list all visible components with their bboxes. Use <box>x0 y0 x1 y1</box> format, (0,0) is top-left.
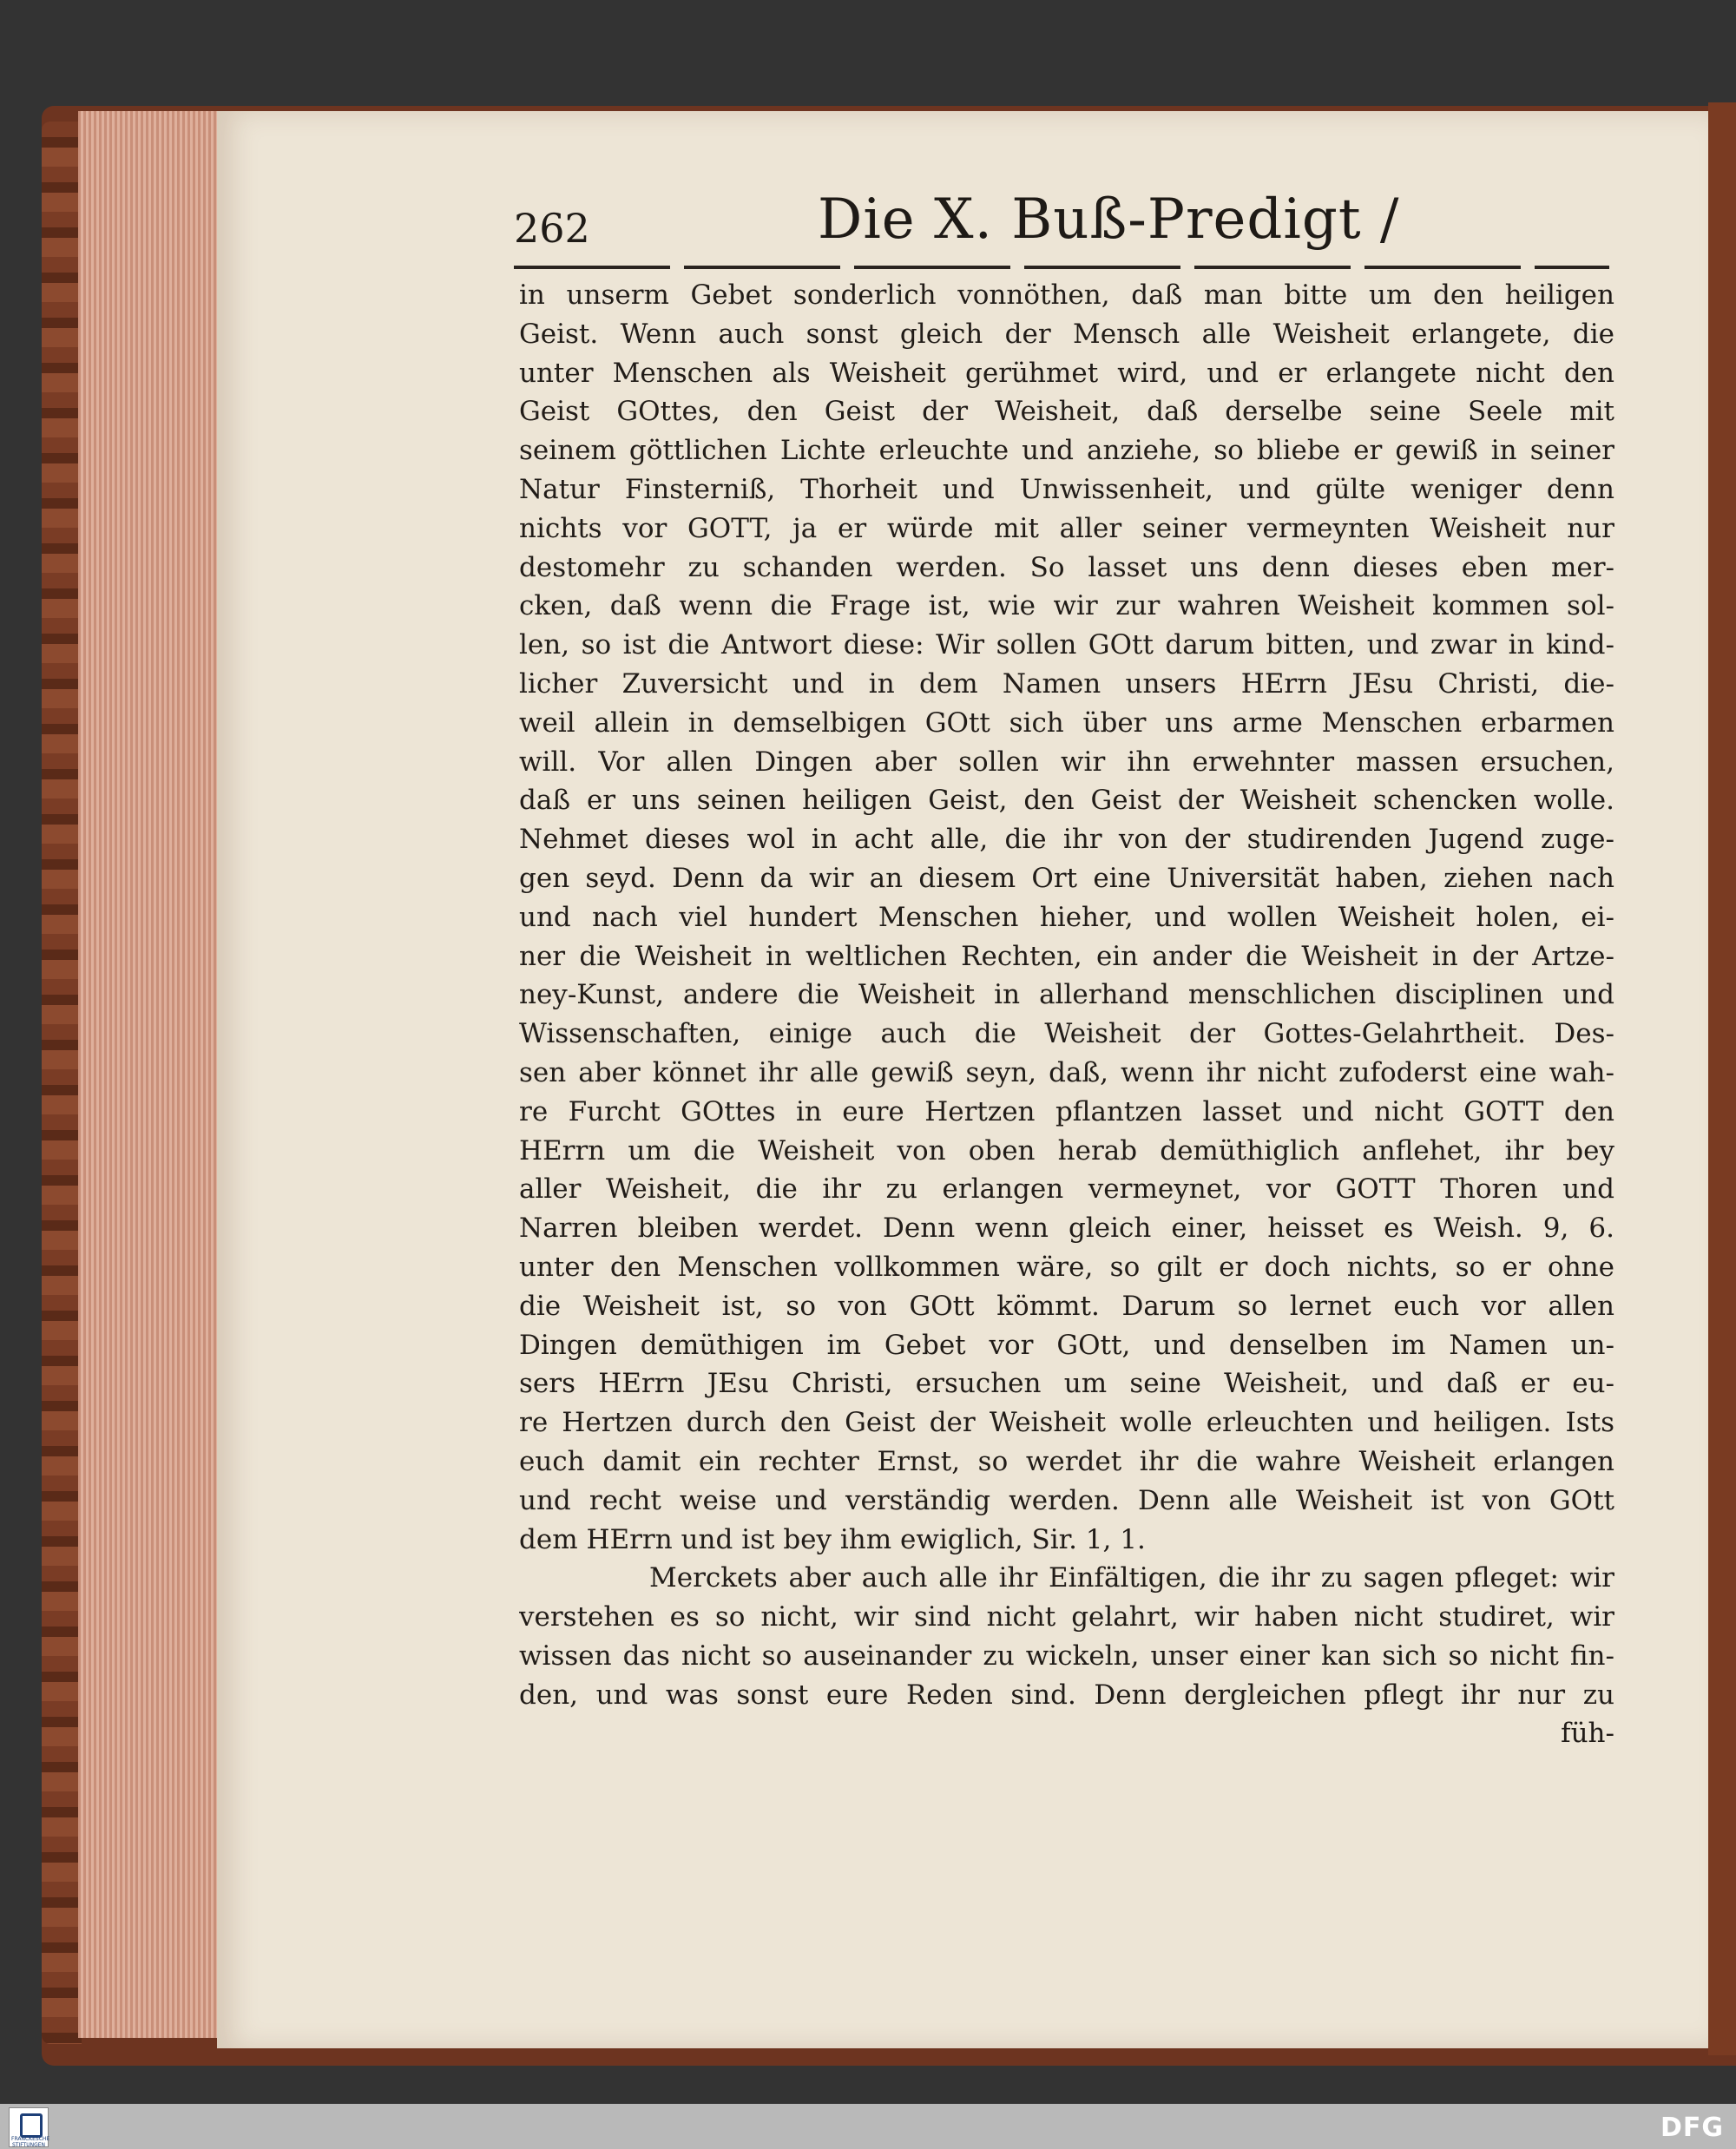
text-line: weil allein in demselbigen GOtt sich über uns arme Menschen erbarmen <box>519 706 1614 739</box>
text-line: re Hertzen durch den Geist der Weisheit wolle erleuchten und heiligen. Ists <box>519 1407 1614 1439</box>
text-line: Dingen demüthigen im Gebet vor GOtt, und denselben im Namen un- <box>519 1329 1614 1361</box>
logo-emblem-icon <box>20 2113 43 2138</box>
catchword: füh- <box>1561 1718 1614 1750</box>
text-line: Merckets aber auch alle ihr Einfältigen, die ihr zu sagen pfleget: wir <box>649 1562 1614 1594</box>
text-line: nichts vor GOTT, ja er würde mit aller seiner vermeynten Weisheit nur <box>519 512 1614 544</box>
page-edges <box>78 111 226 2038</box>
text-line: wissen das nicht so auseinander zu wickeln, unser einer kan sich so nicht fin- <box>519 1640 1614 1672</box>
running-head <box>514 182 1608 260</box>
book-spine-edge <box>42 122 82 2044</box>
text-line: sen aber könnet ihr alle gewiß seyn, daß, wenn ihr nicht zufoderst eine wah- <box>519 1056 1614 1088</box>
text-line: in unserm Gebet sonderlich vonnöthen, daß man bitte um den heiligen <box>519 279 1614 311</box>
text-line: euch damit ein rechter Ernst, so werdet ihr die wahre Weisheit erlangen <box>519 1445 1614 1477</box>
page-header-title: Die X. Buß-Predigt / <box>818 187 1400 252</box>
text-line: will. Vor allen Dingen aber sollen wir ihn erwehnter massen ersuchen, <box>519 746 1614 778</box>
text-line: Geist. Wenn auch sonst gleich der Mensch alle Weisheit erlangete, die <box>519 318 1614 350</box>
text-line: Nehmet dieses wol in acht alle, die ihr von der studirenden Jugend zuge- <box>519 824 1614 856</box>
text-line: Natur Finsterniß, Thorheit und Unwissenheit, und gülte weniger denn <box>519 473 1614 505</box>
text-line: destomehr zu schanden werden. So lasset uns denn dieses eben mer- <box>519 551 1614 583</box>
text-line: licher Zuversicht und in dem Namen unsers HErrn JEsu Christi, die- <box>519 667 1614 700</box>
text-line: Geist GOttes, den Geist der Weisheit, daß derselbe seine Seele mit <box>519 396 1614 428</box>
text-line: unter Menschen als Weisheit gerühmet wird, und er erlangete nicht den <box>519 357 1614 389</box>
dfg-logo[interactable]: DFG <box>1660 2113 1724 2143</box>
text-line: und recht weise und verständig werden. Denn alle Weisheit ist von GOtt <box>519 1484 1614 1516</box>
text-line: len, so ist die Antwort diese: Wir sollen GOtt darum bitten, und zwar in kind- <box>519 629 1614 661</box>
text-line: Narren bleiben werdet. Denn wenn gleich einer, heisset es Weish. 9, 6. <box>519 1213 1614 1245</box>
text-line: seinem göttlichen Lichte erleuchte und anziehe, so bliebe er gewiß in seiner <box>519 435 1614 467</box>
text-line: aller Weisheit, die ihr zu erlangen vermeynet, vor GOTT Thoren und <box>519 1173 1614 1206</box>
header-rule <box>514 266 1609 269</box>
text-line: HErrn um die Weisheit von oben herab demüthiglich anflehet, ihr bey <box>519 1134 1614 1167</box>
text-line: daß er uns seinen heiligen Geist, den Geist der Weisheit schencken wolle. <box>519 785 1614 817</box>
text-line: die Weisheit ist, so von GOtt kömmt. Darum so lernet euch vor allen <box>519 1290 1614 1322</box>
text-line: re Furcht GOttes in eure Hertzen pflantzen lasset und nicht GOTT den <box>519 1095 1614 1127</box>
text-line: cken, daß wenn die Frage ist, wie wir zur wahren Weisheit kommen sol- <box>519 590 1614 622</box>
text-line: ner die Weisheit in weltlichen Rechten, ein ander die Weisheit in der Artze- <box>519 940 1614 972</box>
text-line: gen seyd. Denn da wir an diesem Ort eine Universität haben, ziehen nach <box>519 862 1614 894</box>
text-line: dem HErrn und ist bey ihm ewiglich, Sir. 1, 1. <box>519 1523 1146 1555</box>
page-number: 262 <box>514 205 590 252</box>
viewer-footer-bar <box>0 2104 1736 2149</box>
text-line: unter den Menschen vollkommen wäre, so gilt er doch nichts, so er ohne <box>519 1251 1614 1283</box>
text-line: ney-Kunst, andere die Weisheit in allerhand menschlichen disciplinen und <box>519 979 1614 1011</box>
text-line: und nach viel hundert Menschen hieher, und wollen Weisheit holen, ei- <box>519 901 1614 933</box>
text-line: den, und was sonst eure Reden sind. Denn dergleichen pflegt ihr nur zu <box>519 1679 1614 1711</box>
text-line: sers HErrn JEsu Christi, ersuchen um seine Weisheit, und daß er eu- <box>519 1368 1614 1400</box>
text-line: Wissenschaften, einige auch die Weisheit der Gottes-Gelahrtheit. Des- <box>519 1018 1614 1050</box>
logo-text: FRANCKESCHE STIFTUNGEN <box>11 2136 50 2148</box>
book-cover-right <box>1708 102 1736 2055</box>
text-line: verstehen es so nicht, wir sind nicht gelahrt, wir haben nicht studiret, wir <box>519 1601 1614 1633</box>
institution-logo[interactable] <box>9 2107 49 2147</box>
body-text <box>519 276 1614 1753</box>
